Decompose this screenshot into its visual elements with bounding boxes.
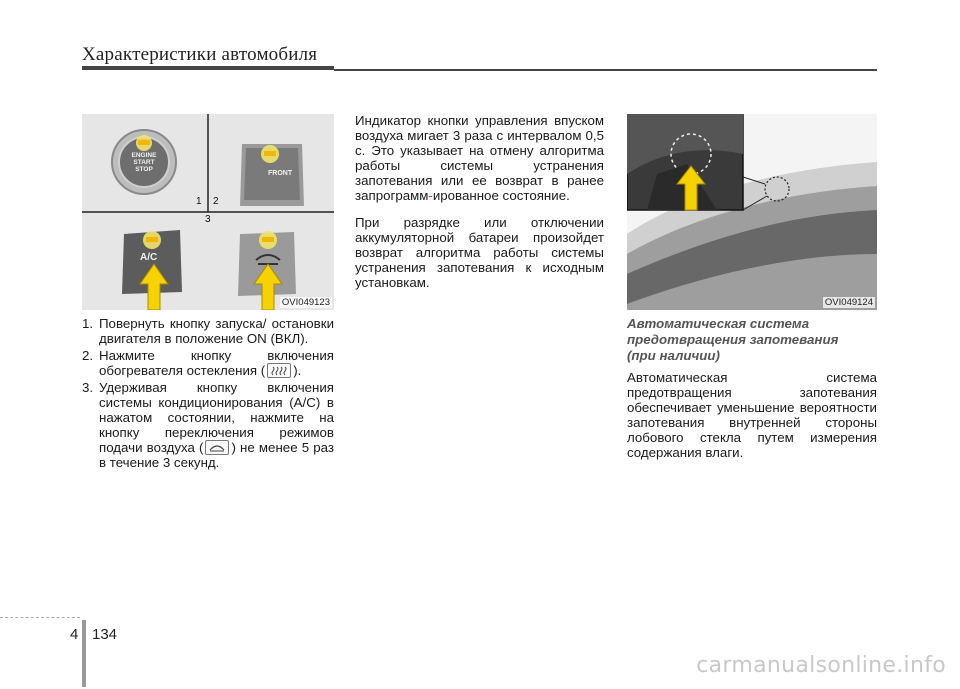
windshield-sensor-illustration bbox=[627, 114, 877, 310]
figure-code-1: OVI049123 bbox=[281, 297, 330, 308]
start-button-text: ENGINE START STOP bbox=[131, 152, 157, 173]
air-intake-icon bbox=[205, 440, 229, 455]
steps-column bbox=[82, 316, 334, 472]
battery-reset-paragraph: При разрядке или отключении аккумуляторной батареи произойдет возврат алгоритма работы системы устранения запотевания к исходным установкам. bbox=[355, 215, 604, 290]
auto-defog-column bbox=[627, 316, 877, 472]
defog-buttons-illustration bbox=[82, 114, 334, 310]
step-2: 2. Нажмите кнопку включения обогревателя остекления ( ). bbox=[82, 348, 334, 378]
intake-indicator-paragraph: Индикатор кнопки управления впуском воздуха мигает 3 раза с интервалом 0,5 с. Это указывает на отмену алгоритма работы системы устранения запотевания или ее возврат в ранее запрограмм-ированное состояние. bbox=[355, 113, 604, 203]
auto-defog-description: Автоматическая система предотвращения запотевания обеспечивает уменьшение вероятности запотевания внутренней стороны лобового стекла путем измерения содержания влаги. bbox=[627, 370, 877, 460]
header-rule-thick bbox=[82, 66, 334, 70]
steps-list bbox=[82, 316, 334, 470]
front-button-label: FRONT bbox=[268, 170, 293, 177]
cancel-info-column bbox=[355, 113, 604, 302]
figure-windshield-sensor bbox=[627, 114, 877, 310]
figure-code-2: OVI049124 bbox=[824, 297, 873, 308]
step-1: 1. Повернуть кнопку запуска/ остановки двигателя в положение ON (ВКЛ). bbox=[82, 316, 334, 346]
figure-label-2: 2 bbox=[213, 196, 219, 207]
footer-dash-line bbox=[0, 617, 80, 619]
page-number: 134 bbox=[92, 626, 118, 643]
figure-defog-buttons bbox=[82, 114, 334, 310]
chapter-number: 4 bbox=[70, 626, 79, 643]
watermark-text: carmanualsonline.info bbox=[696, 653, 946, 678]
page-header-title: Характеристики автомобиля bbox=[82, 44, 318, 65]
figure-label-1: 1 bbox=[196, 196, 202, 207]
step-3: 3. Удерживая кнопку включения системы кондиционирования (A/C) в нажатом состоянии, нажмите на кнопку переключения режимов подачи воздуха ( ) не менее 5 раз в течение 3 секунд. bbox=[82, 380, 334, 470]
figure-label-3: 3 bbox=[205, 214, 211, 225]
ac-button-label: A/C bbox=[140, 252, 158, 263]
header-rule-thin bbox=[334, 69, 877, 71]
footer-rule bbox=[82, 620, 86, 687]
auto-defog-subheading: Автоматическая система предотвращения запотевания (при наличии) bbox=[627, 316, 839, 363]
defrost-icon bbox=[267, 363, 291, 378]
